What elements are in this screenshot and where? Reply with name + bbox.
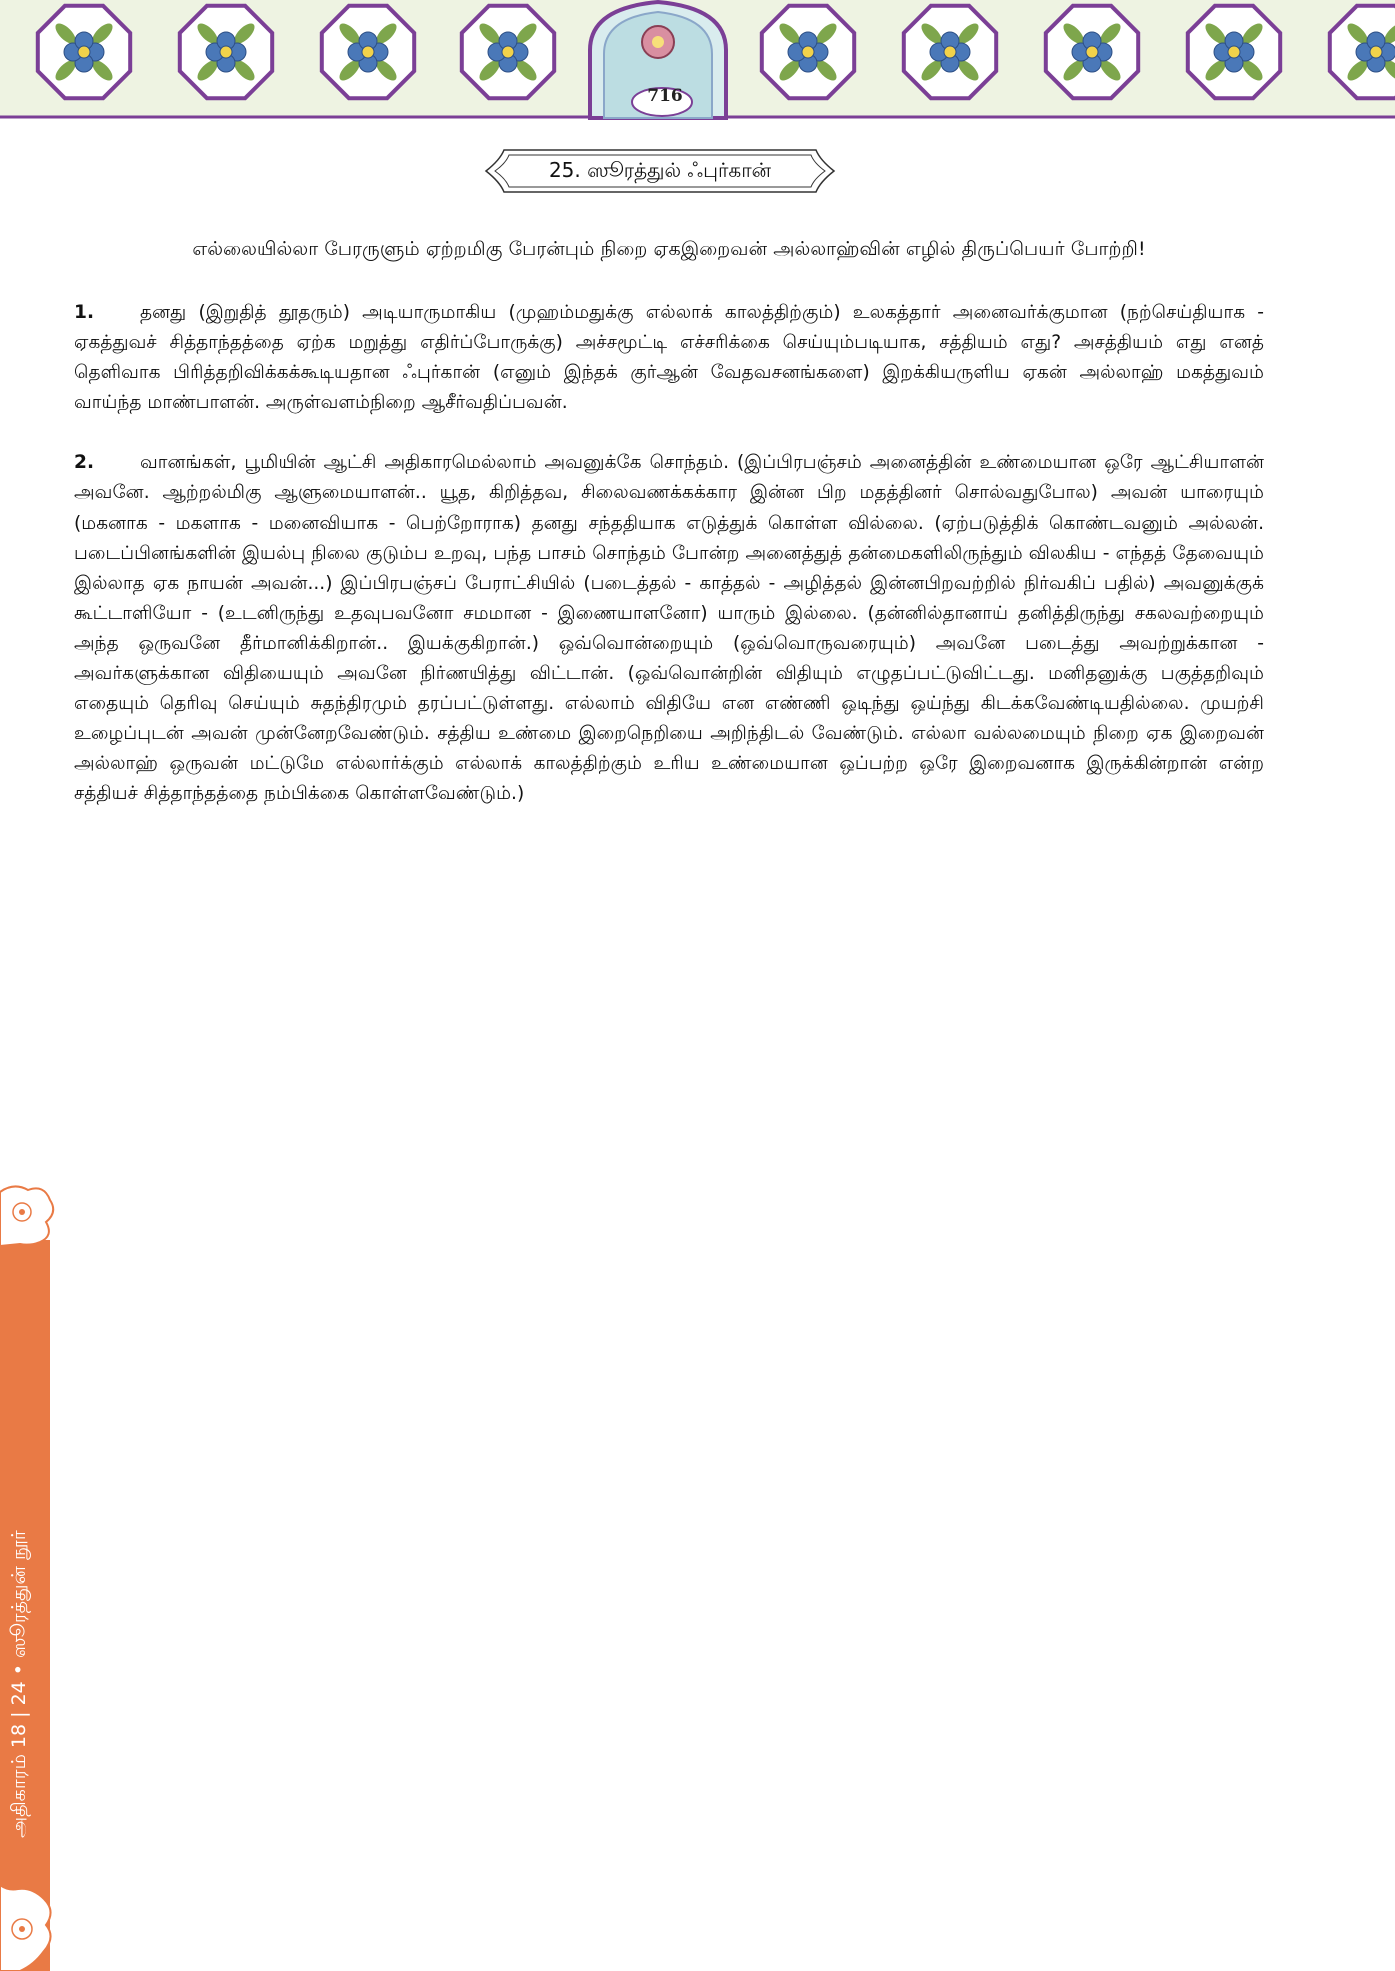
flower-center — [802, 46, 814, 58]
rose-center — [652, 36, 664, 48]
side-chapter-label: அதிகாரம் 18 | 24 • ஸூரத்துன் நூர் — [8, 1530, 30, 1838]
verse-number: 1. — [74, 302, 95, 323]
flower-center — [1086, 46, 1098, 58]
side-ornament-bottom — [0, 1885, 56, 1971]
basmala: எல்லையில்லா பேரருளும் ஏற்றமிகு பேரன்பும் நிறை ஏகஇறைவன் அல்லாஹ்வின் எழில் திருப்பெயர் போற்றி! — [192, 238, 1146, 260]
flower-center — [362, 46, 374, 58]
page-number: 716 — [647, 86, 683, 106]
top-ornamental-band — [0, 0, 1395, 128]
surah-title: 25. ஸூரத்துல் ஃபுர்கான் — [548, 157, 772, 182]
flower-center — [1370, 46, 1382, 58]
floral-border — [0, 0, 1395, 128]
surah-title-frame — [482, 146, 838, 196]
side-ornament-top — [0, 1182, 56, 1246]
flower-center — [78, 46, 90, 58]
flower-center — [944, 46, 956, 58]
verse-1 — [74, 298, 1264, 418]
page-content — [74, 236, 1264, 840]
flower-center — [220, 46, 232, 58]
verse-number: 2. — [74, 452, 95, 474]
verse-2 — [74, 448, 1264, 809]
verse-text: வானங்கள், பூமியின் ஆட்சி அதிகாரமெல்லாம் அவனுக்கே சொந்தம். (இப்பிரபஞ்சம் அனைத்தின் உண்மையான ஒரே ஆட்சியாளன் அவனே. ஆற்றல்மிகு ஆளுமையாளன்.. யூத, கிறித்தவ, சிலைவணக்கக்கார இன்ன பிற மதத்தினர் சொல்வதுபோல) அவன் யாரையும் (மகனாக - மகளாக - மனைவியாக - பெற்றோராக) தனது சந்ததியாக எடுத்துக் கொள்ள வில்லை. (ஏற்படுத்திக் கொண்டவனும் அல்லன். படைப்பினங்களின் இயல்பு நிலை குடும்ப உறவு, பந்த பாசம் சொந்தம் போன்ற அனைத்துத் தன்மைகளிலிருந்தும் விலகிய - எந்தத் தேவையும் இல்லாத ஏக நாயன் அவன்...) இப்பிரபஞ்சப் பேராட்சியில் (படைத்தல் - காத்தல் - அழித்தல் இன்னபிறவற்றில் நிர்வகிப் பதில்) அவனுக்குக் கூட்டாளியோ - (உடனிருந்து உதவுபவனோ சமமான - இணையாளனோ) யாரும் இல்லை. (தன்னில்தானாய் தனித்திருந்து சகலவற்றையும் அந்த ஒருவனே தீர்மானிக்கிறான்.. இயக்குகிறான்.) ஒவ்வொன்றையும் (ஒவ்வொருவரையும்) அவனே படைத்து அவற்றுக்கான - அவர்களுக்கான விதியையும் அவனே நிர்ணயித்து விட்டான். (ஒவ்வொன்றின் விதியும் எழுதப்பட்டுவிட்டது. மனிதனுக்கு பகுத்தறிவும் எதையும் தெரிவு செய்யும் சுதந்திரமும் தரப்பட்டுள்ளது. எல்லாம் விதியே என எண்ணி ஒடிந்து ஒய்ந்து கிடக்கவேண்டியதில்லை. முயற்சி உழைப்புடன் அவன் முன்னேறவேண்டும். சத்திய உண்மை இறைநெறியை அறிந்திடல் வேண்டும். எல்லா வல்லமையும் நிறை ஏக இறைவன் அல்லாஹ் ஒருவன் மட்டுமே எல்லார்க்கும் எல்லாக் காலத்திற்கும் உரிய உண்மையான ஒப்பற்ற ஒரே இறைவனாக இருக்கின்றான் என்ற சத்தியச் சித்தாந்தத்தை நம்பிக்கை கொள்ளவேண்டும்.) — [74, 452, 1264, 805]
flower-center — [502, 46, 514, 58]
flower-center — [1228, 46, 1240, 58]
verse-text: தனது (இறுதித் தூதரும்) அடியாருமாகிய (முஹம்மதுக்கு எல்லாக் காலத்திற்கும்) உலகத்தார் அனைவர்க்குமான (நற்செய்தியாக - ஏகத்துவச் சித்தாந்தத்தை ஏற்க மறுத்து எதிர்ப்போருக்கு) அச்சமூட்டி எச்சரிக்கை செய்யும்படியாக, சத்தியம் எது? அசத்தியம் எது எனத் தெளிவாக பிரித்தறிவிக்கக்கூடியதான ஃபுர்கான் (எனும் இந்தக் குர்ஆன் வேதவசனங்களை) இறக்கியருளிய ஏகன் அல்லாஹ் மகத்துவம் வாய்ந்த மாண்பாளன். அருள்வளம்நிறை ஆசீர்வதிப்பவன். — [74, 302, 1264, 414]
